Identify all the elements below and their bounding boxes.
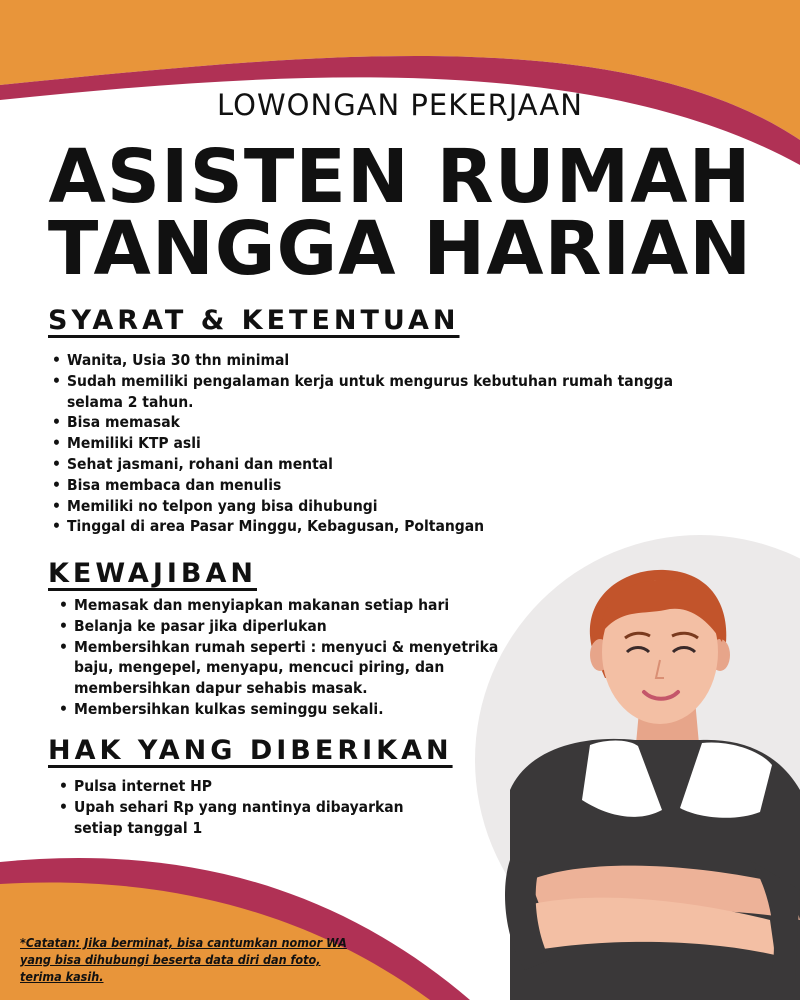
list-item: • Membersihkan rumah seperti : menyuci & menyetrika baju, mengepel, menyapu, mencuci piring, dan membersihkan dapur sehabis masak. [57,637,537,699]
footnote: *Catatan: Jika berminat, bisa cantumkan nomor WA yang bisa dihubungi beserta data diri dan foto, terima kasih. [20,935,347,984]
benefits-list [57,776,457,838]
requirements-heading: SYARAT & KETENTUAN [48,305,460,336]
list-item: • Tinggal di area Pasar Minggu, Kebagusan, Poltangan [50,516,690,537]
duties-heading: KEWAJIBAN [48,558,257,589]
list-item: • Bisa memasak [50,412,690,433]
duties-list [57,595,537,720]
list-item: • Sudah memiliki pengalaman kerja untuk mengurus kebutuhan rumah tangga selama 2 tahun. [50,371,690,413]
list-item: • Sehat jasmani, rohani dan mental [50,454,690,475]
list-item: • Belanja ke pasar jika diperlukan [57,616,537,637]
requirements-list [50,350,690,537]
list-item: • Memiliki no telpon yang bisa dihubungi [50,496,690,517]
subtitle: LOWONGAN PEKERJAAN [217,88,583,122]
list-item: • Wanita, Usia 30 thn minimal [50,350,690,371]
title-line-2: TANGGA HARIAN [47,206,753,292]
benefits-heading: HAK YANG DIBERIKAN [48,735,453,766]
title-line-1: ASISTEN RUMAH [48,134,752,220]
list-item: • Memasak dan menyiapkan makanan setiap hari [57,595,537,616]
list-item: • Upah sehari Rp yang nantinya dibayarkan setiap tanggal 1 [57,797,457,839]
list-item: • Pulsa internet HP [57,776,457,797]
list-item: • Memiliki KTP asli [50,433,690,454]
list-item: • Membersihkan kulkas seminggu sekali. [57,699,537,720]
list-item: • Bisa membaca dan menulis [50,475,690,496]
